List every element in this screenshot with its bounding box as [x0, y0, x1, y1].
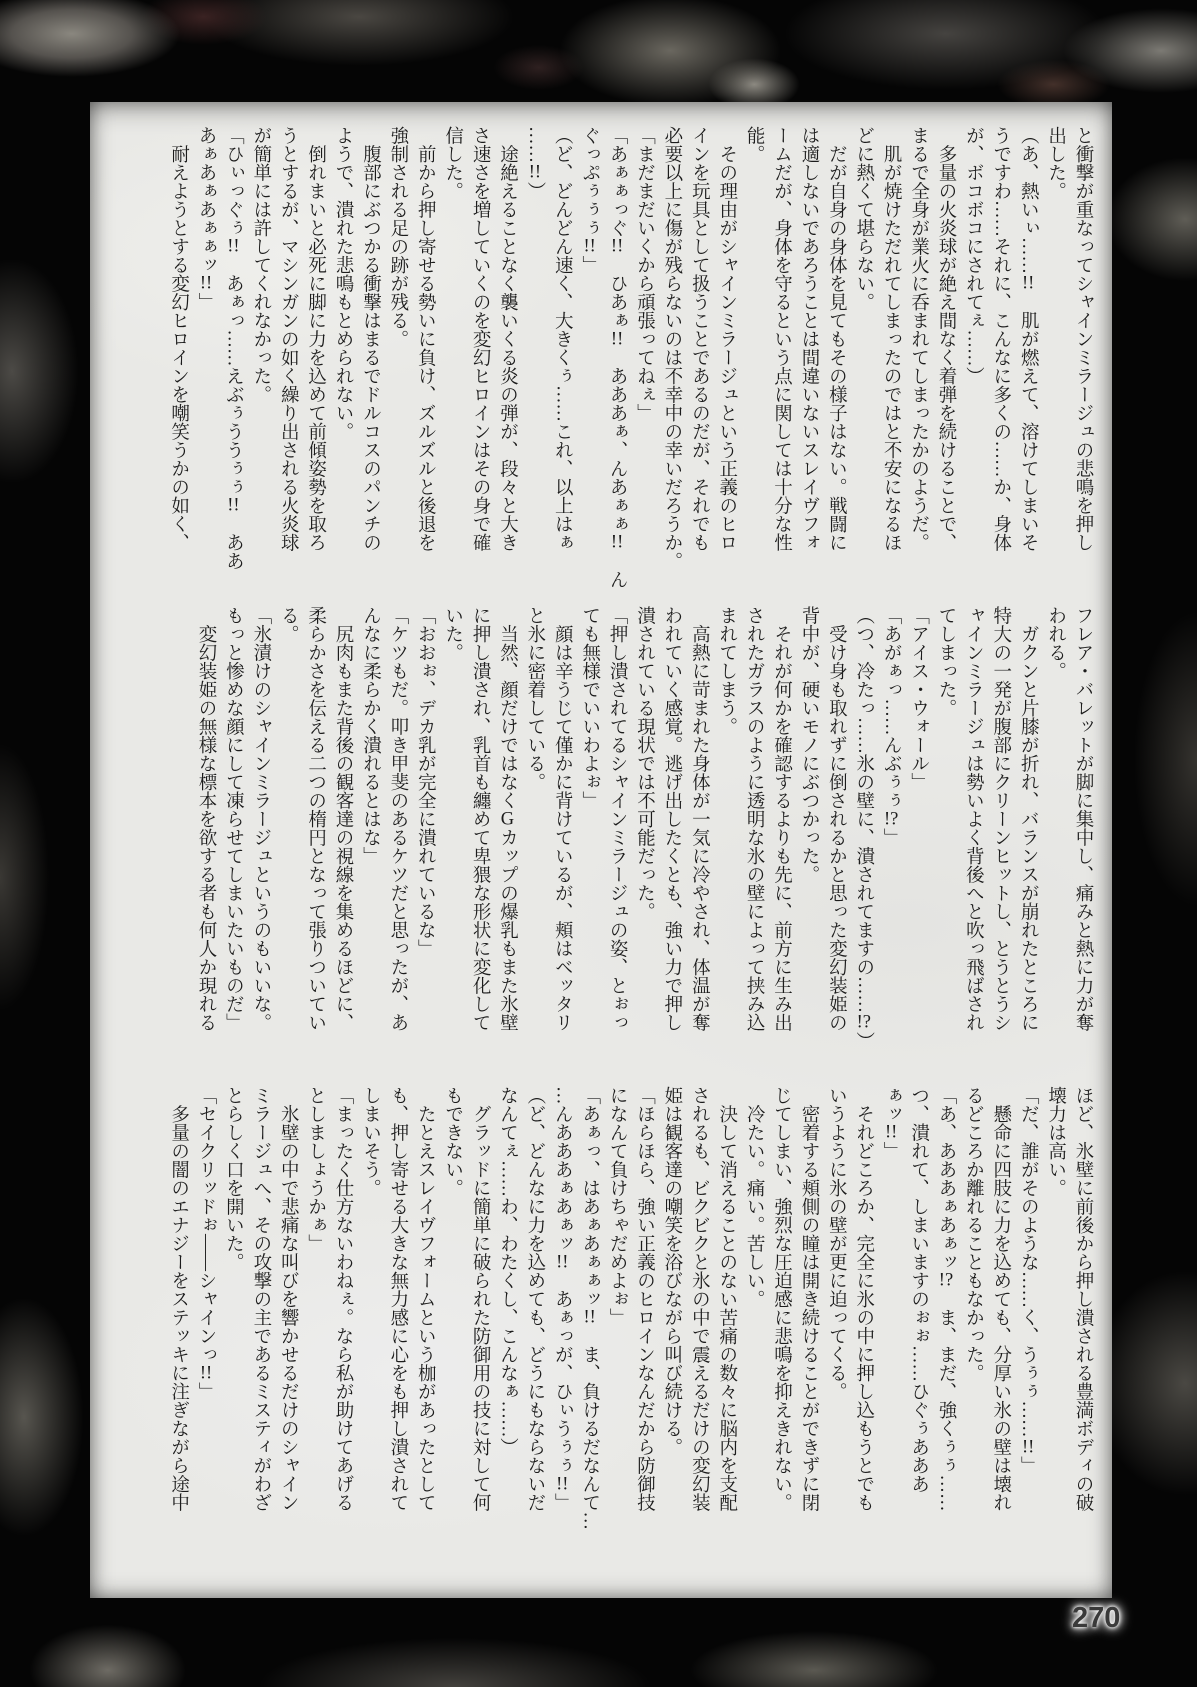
- page-number: 270: [1072, 1602, 1121, 1634]
- text-band-bottom: ほど、氷壁に前後から押し潰される豊満ボディの破 壊力は高い。 「だ、誰がそのような……く、うぅぅ……!!」 懸命に四肢に力を込めても、分厚い氷の壁は壊れ るどころか離れることもなかった。 「あ、あああぁあぁッ!? ま、まだ、強くぅぅ…… つ、潰れて、しまいますのぉぉ……ひぐぅあああ ぁッ!!」 それどころか、完全に氷の中に押し込もうとでも いうように氷の壁が更に迫ってくる。 密着する頬側の瞳は開き続けることができずに閉 じてしまい、強烈な圧迫感に悲鳴を抑えきれない。 冷たい。痛い。苦しい。 決して消えることのない苦痛の数々に脳内を支配 されるも、ビクビクと氷の中で震えるだけの変幻装 姫は観客達の嘲笑を浴びながら叫び続ける。 「ほらほら、強い正義のヒロインなんだから防御技 になんて負けちゃだめよぉ」 「あぁっ、はあぁあぁぁッ!! ま、負けるだなんて… …んあああぁあぁッ!! あぁっが、ひぃうぅぅ!!」 （ど、どんなに力を込めても、どうにもならないだ なんてぇ……わ、わたくし、こんなぁ……） グラッドに簡単に破られた防御用の技に対して何 もできない。 たとえスレイヴフォームという枷があったとして も、押し寄せる大きな無力感に心をも押し潰されて しまいそう。 「まったく仕方ないわねぇ。なら私が助けてあげる としましょうかぁ」 氷壁の中で悲痛な叫びを響かせるだけのシャイン ミラージュへ、その攻撃の主であるミスティがわざ とらしく口を開いた。 「セイクリッドぉ――シャインっ!!」 多量の闇のエナジーをステッキに注ぎながら途中: [168, 1086, 1093, 1530]
- page: [90, 102, 1112, 1598]
- text-band-top: と衝撃が重なってシャインミラージュの悲鳴を押し 出した。 （あ、熱いぃ……!! 肌が燃えて、溶けてしまいそ うですわ……それに、こんなに多くの……か、身体 が、ボコボコにされてぇ……） 多量の火炎球が絶え間なく着弾を続けることで、 まるで全身が業火に呑まれてしまったかのようだ。 肌が焼けただれてしまったのではと不安になるほ どに熱くて堪らない。 だが自身の身体を見てもその様子はない。戦闘に は適しないであろうことは間違いないスレイヴフォ ームだが、身体を守るという点に関しては十分な性 能。 その理由がシャインミラージュという正義のヒロ インを玩具として扱うことであるのだが、それでも 必要以上に傷が残らないのは不幸中の幸いだろうか。 「まだまだいくから頑張ってねぇ」 「あぁぁっぐ!! ひあぁ!! あああぁ、んあぁぁ!! ん ぐっぷぅぅぅ!!」 （ど、どんどん速く、大きくぅ……これ、以上はぁ ……!!） 途絶えることなく襲いくる炎の弾が、段々と大き さ速さを増していくのを変幻ヒロインはその身で確 信した。 前から押し寄せる勢いに負け、ズルズルと後退を 強制される足の跡が残る。 腹部にぶつかる衝撃はまるでドルコスのパンチの ようで、潰れた悲鳴もとめられない。 倒れまいと必死に脚に力を込めて前傾姿勢を取ろ うとするが、マシンガンの如く繰り出される火炎球 が簡単には許してくれなかった。 「ひぃっぐぅ!! あぁっ……えぶぅううぅぅ!! ああ あぁあぁあぁぁッ!!」 耐えようとする変幻ヒロインを嘲笑うかの如く、: [168, 126, 1093, 589]
- text-band-middle: フレア・バレットが脚に集中し、痛みと熱に力が奪 われる。 ガクンと片膝が折れ、バランスが崩れたところに 特大の一発が腹部にクリーンヒットし、とうとうシ ャインミラージュは勢いよく背後へと吹っ飛ばされ てしまった。 「アイス・ウォール」 「あがぁっ……んぶぅぅ!?」 （つ、冷たっ……氷の壁に、潰されてますの……!?） 受け身も取れずに倒されるかと思った変幻装姫の 背中が、硬いモノにぶつかった。 それが何かを確認するよりも先に、前方に生み出 されたガラスのように透明な氷の壁によって挟み込 まれてしまう。 高熱に苛まれた身体が一気に冷やされ、体温が奪 われていく感覚。逃げ出したくとも、強い力で押し 潰されている現状では不可能だった。 「押し潰されてるシャインミラージュの姿、とぉっ ても無様でいいわよぉ」 顔は辛うじて僅かに背けているが、頬はベッタリ と氷に密着している。 当然、顔だけではなくGカップの爆乳もまた氷壁 に押し潰され、乳首も纏めて卑猥な形状に変化して いた。 「おおぉ、デカ乳が完全に潰れているな」 「ケツもだ。叩き甲斐のあるケツだと思ったが、あ んなに柔らかく潰れるとはな」 尻肉もまた背後の観客達の視線を集めるほどに、 柔らかさを伝える二つの楕円となって張りついてい る。 「氷漬けのシャインミラージュというのもいいな。 もっと惨めな顔にして凍らせてしまいたいものだ」 変幻装姫の無様な標本を欲する者も何人か現れる: [196, 606, 1093, 1050]
